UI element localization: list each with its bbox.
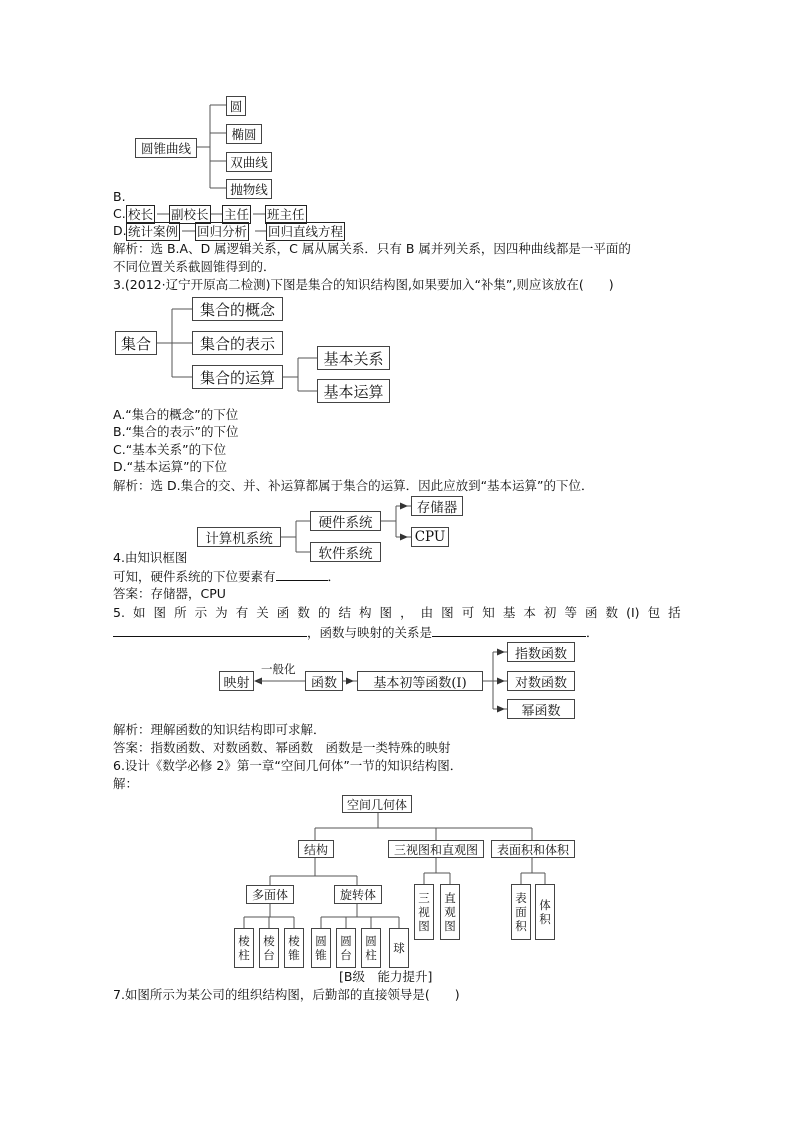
option-d-prefix: D. [113,223,127,238]
diagram-6-level1: 三视图和直观图 [388,840,484,858]
answer-blank [432,624,586,637]
leaf-char: 圆 [340,934,352,948]
leaf-char: 柱 [365,948,377,962]
leaf-char: 锥 [288,948,300,962]
leaf-char: 面 [515,905,527,919]
q5-word: 包 [647,605,661,620]
leaf-char: 台 [340,948,352,962]
question-3: 3.(2012·辽宁开原高二检测)下图是集合的知识结构图,如果要加入“补集”,则应该放在( ) [113,277,614,292]
question-5-line1 [113,604,681,621]
analysis-3: 解析：选 D.集合的交、并、补运算都属于集合的运算．因此应放到“基本运算”的下位． [113,478,594,493]
option-b-label: B. [113,189,126,204]
answer-4: 答案：存储器，CPU [113,586,226,601]
leaf-char: 棱 [263,934,275,948]
answer-blank [113,624,307,637]
q5-word: 的 [317,605,331,620]
leaf-char: 台 [263,948,275,962]
option-d-item: 回归分析 [197,224,248,239]
diagram-5-child: 对数函数 [507,671,575,691]
leaf-char: 积 [515,919,527,933]
diagram-6-leaf [414,884,434,940]
diagram-6-leaf [361,928,381,968]
leaf-char: 柱 [238,948,250,962]
leaf-char: 体 [539,898,551,912]
q5-mid: ，函数与映射的关系是 [307,625,433,640]
diagram-3-child: 集合的运算 [192,365,283,389]
q5-word: 数 [605,605,619,620]
q3-option-b: B.“集合的表示”的下位 [113,424,239,439]
section-b-heading: [B级 能力提升] [339,969,433,984]
diagram-6-leaf [389,928,409,968]
diagram-b-root: 圆锥曲线 [135,138,197,158]
diagram-6-leaf [259,928,279,968]
diagram-b-child: 圆 [226,96,246,116]
question-4-line1: 4.由知识框图 [113,550,188,565]
leaf-char: 直 [444,891,456,905]
diagram-5-child: 指数函数 [507,642,575,662]
q5-word: 图 [441,605,454,620]
q5-word: 图 [379,605,393,620]
answer-5: 答案：指数函数、对数函数、幂函数 函数是一类特殊的映射 [113,740,451,755]
q3-option-c: C.“基本关系”的下位 [113,442,227,457]
diagram-6-leaf [511,884,531,940]
option-d-item: 回归直线方程 [268,224,344,239]
diagram-6-leaf [311,928,331,968]
option-c-item: 主任 [224,207,250,222]
question-7: 7.如图所示为某公司的组织结构图，后勤部的直接领导是( ) [113,987,460,1002]
diagram-3-root: 集合 [115,331,157,355]
diagram-b-child: 抛物线 [226,179,272,199]
leaf-char: 观 [444,905,456,919]
q5-word: 示 [194,605,208,620]
diagram-5-main: 基本初等函数(Ⅰ) [357,671,483,691]
q5-word: 等 [564,605,577,620]
q5-word: 基 [502,605,516,620]
diagram-3-sub: 基本关系 [317,346,390,370]
leaf-char: 圆 [315,934,327,948]
diagram-b-child: 椭圆 [226,124,262,144]
q5-word: 数 [297,605,310,620]
diagram-6-leaf [535,884,555,940]
diagram-6-level2: 多面体 [246,885,294,904]
analysis-2-line2: 不同位置关系截圆锥得到的． [113,259,276,274]
q5-word: 构 [358,605,372,620]
q5-word: 关 [256,605,269,620]
diagram-6-leaf [234,928,254,968]
diagram-3-child: 集合的表示 [192,331,283,355]
leaf-char: 棱 [238,934,250,948]
leaf-char: 图 [418,919,430,933]
analysis-2-line1: 解析：选 B.A、D 属逻辑关系，C 属从属关系．只有 B 属并列关系，因四种曲线都是一平面的 [113,241,631,256]
q5-word: 所 [174,605,187,620]
q5-word: 5. [113,605,125,620]
question-6: 6.设计《数学必修 2》第一章“空间几何体”一节的知识结构图． [113,758,463,773]
leaf-char: 锥 [315,948,327,962]
leaf-char: 球 [393,941,405,955]
leaf-char: 图 [444,919,456,933]
q5-word: 图 [153,605,167,620]
question-6-solution: 解： [113,776,139,791]
diagram-6-leaf [284,928,304,968]
answer-blank [276,568,328,581]
q4-text: 可知，硬件系统的下位要素有 [113,569,276,584]
q5-word: 如 [132,605,146,620]
q5-word: 本 [523,605,536,620]
diagram-6-root: 空间几何体 [342,795,412,813]
diagram-5-mapping: 映射 [219,671,254,691]
diagram-4-sub: CPU [411,527,449,547]
diagram-6-leaf [336,928,356,968]
diagram-3-sub: 基本运算 [317,379,390,403]
q5-word: 结 [338,605,351,620]
diagram-6-leaf [440,884,460,940]
diagram-6-level2: 旋转体 [334,885,382,904]
diagram-6-level1: 表面积和体积 [491,840,575,858]
q5-word: ， [400,605,413,620]
leaf-char: 视 [418,905,430,919]
diagram-6-level1: 结构 [298,840,334,858]
diagram-3-child: 集合的概念 [192,297,283,321]
diagram-b-child: 双曲线 [226,152,272,172]
analysis-5: 解析：理解函数的知识结构即可求解． [113,722,326,737]
option-c-item: 副校长 [171,207,209,222]
diagram-4-child: 软件系统 [310,542,381,562]
q5-word: 为 [215,605,228,620]
option-c-prefix: C. [113,206,126,221]
diagram-4-child: 硬件系统 [310,511,381,531]
q5-word: 函 [276,605,290,620]
q5-word: 由 [420,605,434,620]
question-5-line2 [113,624,599,641]
q5-end: ． [586,625,599,640]
diagram-5-function: 函数 [305,671,343,691]
option-d-item: 统计案例 [128,224,179,239]
q5-word: 初 [543,605,557,620]
option-c-item: 校长 [128,207,154,222]
leaf-char: 三 [418,891,430,905]
q5-word: 有 [235,605,249,620]
q5-word: (Ⅰ) [626,605,640,620]
diagram-4-root: 计算机系统 [197,527,281,547]
q3-option-a: A.“集合的概念”的下位 [113,407,239,422]
q5-word: 可 [461,605,475,620]
diagram-5-arrow-label: 一般化 [261,662,296,676]
leaf-char: 表 [515,891,527,905]
leaf-char: 圆 [365,934,377,948]
diagram-5-child: 幂函数 [507,699,575,719]
question-4-line2 [113,568,340,585]
leaf-char: 积 [539,912,551,926]
q5-word: 函 [585,605,598,620]
q5-word: 知 [482,605,495,620]
leaf-char: 棱 [288,934,300,948]
diagram-4-sub: 存储器 [411,496,463,516]
option-c-item: 班主任 [267,207,305,222]
q5-word: 括 [668,605,681,620]
q4-end: ． [327,569,341,584]
q3-option-d: D.“基本运算”的下位 [113,459,228,474]
